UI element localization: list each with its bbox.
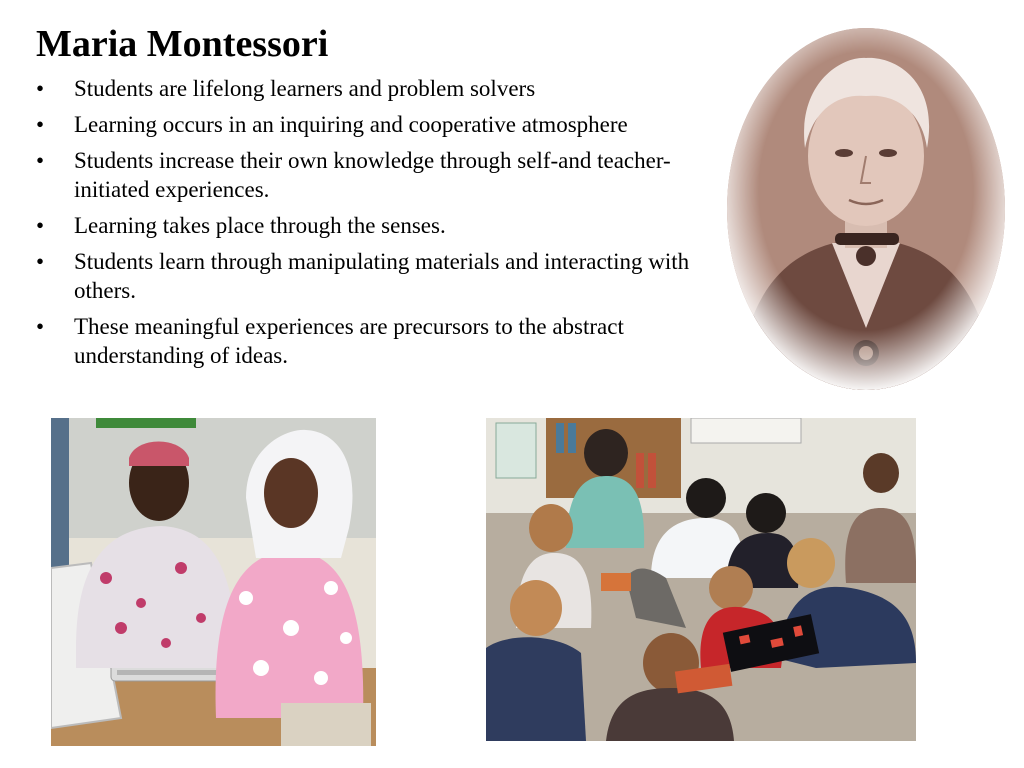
classroom-floor-illustration xyxy=(486,418,916,741)
slide-title: Maria Montessori xyxy=(36,23,329,65)
left-photo xyxy=(51,418,376,746)
bullet-text: Learning occurs in an inquiring and cooperative atmosphere xyxy=(74,112,628,137)
portrait-illustration xyxy=(727,28,1005,390)
bullet-list xyxy=(28,74,728,377)
bullet-text: These meaningful experiences are precursors to the abstract understanding of ideas. xyxy=(74,314,624,368)
bullet-item xyxy=(28,247,728,305)
bullet-text: Students are lifelong learners and problem solvers xyxy=(74,76,536,101)
bullet-item xyxy=(28,146,728,204)
bullet-text: Students learn through manipulating materials and interacting with others. xyxy=(74,249,690,303)
bullet-text: Students increase their own knowledge through self-and teacher-initiated experiences. xyxy=(74,148,671,202)
bullet-icon: • xyxy=(36,112,45,137)
computer-class-illustration xyxy=(51,418,376,746)
bullet-item xyxy=(28,211,728,240)
bullet-item xyxy=(28,74,728,103)
bullet-icon: • xyxy=(36,314,45,339)
right-photo xyxy=(486,418,916,741)
bullet-icon: • xyxy=(36,249,45,274)
bullet-icon: • xyxy=(36,213,45,238)
bullet-icon: • xyxy=(36,148,45,173)
bullet-text: Learning takes place through the senses. xyxy=(74,213,446,238)
portrait-image xyxy=(727,28,1005,390)
bullet-icon: • xyxy=(36,76,45,101)
bullet-item xyxy=(28,312,728,370)
bullet-item xyxy=(28,110,728,139)
